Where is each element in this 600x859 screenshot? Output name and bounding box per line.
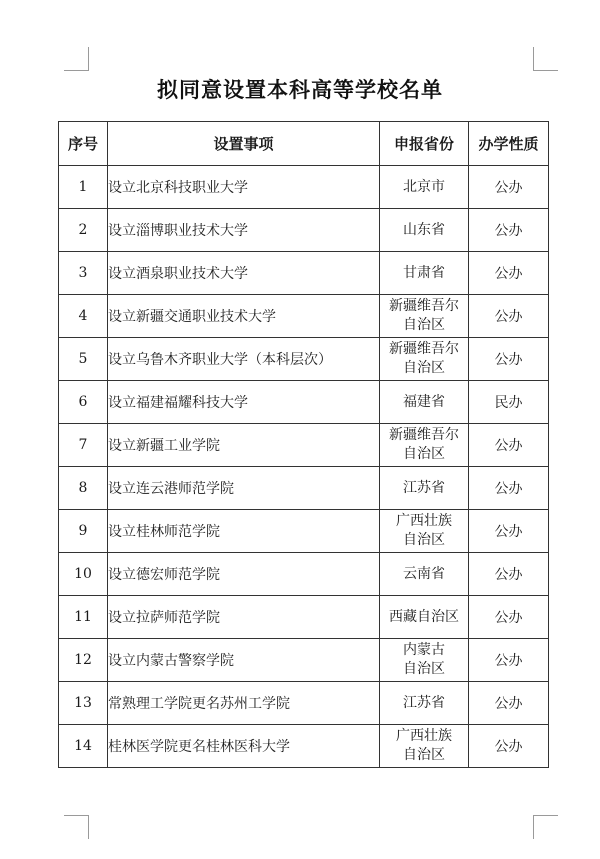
row-province (380, 510, 469, 553)
table-row (59, 424, 549, 467)
row-item: 设立内蒙古警察学院 (108, 639, 380, 682)
province-line: 江苏省 (403, 694, 445, 711)
row-nature: 民办 (469, 381, 549, 424)
province-line: 自治区 (403, 532, 445, 548)
province-line: 新疆维吾尔 (389, 427, 459, 443)
row-item: 设立拉萨师范学院 (108, 596, 380, 639)
province-line: 福建省 (403, 393, 445, 410)
table-row (59, 553, 549, 596)
province-line: 云南省 (403, 565, 445, 582)
crop-mark-bottom-left (64, 815, 89, 816)
table-row (59, 510, 549, 553)
province-line: 自治区 (403, 661, 445, 677)
row-item: 设立北京科技职业大学 (108, 166, 380, 209)
row-number: 7 (59, 424, 108, 467)
header-number: 序号 (59, 122, 108, 166)
row-number: 11 (59, 596, 108, 639)
row-province (380, 209, 469, 252)
row-nature: 公办 (469, 209, 549, 252)
row-province (380, 596, 469, 639)
row-nature: 公办 (469, 553, 549, 596)
row-number: 2 (59, 209, 108, 252)
header-item: 设置事项 (108, 122, 380, 166)
row-number: 1 (59, 166, 108, 209)
row-nature: 公办 (469, 682, 549, 725)
crop-mark-bottom-left (88, 815, 89, 839)
row-province (380, 467, 469, 510)
crop-mark-top-left (88, 47, 89, 71)
row-item: 设立新疆交通职业技术大学 (108, 295, 380, 338)
province-line: 山东省 (403, 221, 445, 238)
row-number: 13 (59, 682, 108, 725)
row-province (380, 166, 469, 209)
row-nature: 公办 (469, 596, 549, 639)
table-row (59, 338, 549, 381)
row-number: 6 (59, 381, 108, 424)
row-nature: 公办 (469, 295, 549, 338)
province-line: 西藏自治区 (389, 608, 459, 625)
row-number: 9 (59, 510, 108, 553)
row-province (380, 682, 469, 725)
row-number: 14 (59, 725, 108, 768)
table-header-row (59, 122, 549, 166)
table-row (59, 725, 549, 768)
crop-mark-top-right (533, 70, 558, 71)
crop-mark-top-left (64, 70, 89, 71)
crop-mark-bottom-right (533, 815, 534, 839)
document-title: 拟同意设置本科高等学校名单 (157, 78, 443, 102)
row-item: 设立淄博职业技术大学 (108, 209, 380, 252)
table-row (59, 639, 549, 682)
row-item: 设立德宏师范学院 (108, 553, 380, 596)
province-line: 北京市 (403, 178, 445, 195)
row-item: 设立桂林师范学院 (108, 510, 380, 553)
table-row (59, 209, 549, 252)
province-line: 内蒙古 (403, 642, 445, 658)
row-province (380, 424, 469, 467)
table-body (59, 166, 549, 768)
row-nature: 公办 (469, 338, 549, 381)
row-item: 设立连云港师范学院 (108, 467, 380, 510)
header-nature: 办学性质 (469, 122, 549, 166)
row-number: 5 (59, 338, 108, 381)
school-list-table (58, 121, 549, 768)
row-province (380, 639, 469, 682)
province-line: 新疆维吾尔 (389, 341, 459, 357)
province-line: 自治区 (403, 360, 445, 376)
table-row (59, 467, 549, 510)
row-number: 3 (59, 252, 108, 295)
province-line: 自治区 (403, 317, 445, 333)
row-province (380, 338, 469, 381)
row-item: 设立酒泉职业技术大学 (108, 252, 380, 295)
row-item: 设立新疆工业学院 (108, 424, 380, 467)
row-province (380, 553, 469, 596)
table-row (59, 596, 549, 639)
crop-mark-bottom-right (533, 815, 558, 816)
province-line: 新疆维吾尔 (389, 298, 459, 314)
province-line: 甘肃省 (403, 264, 445, 281)
header-province: 申报省份 (380, 122, 469, 166)
row-number: 4 (59, 295, 108, 338)
province-line: 广西壮族 (396, 513, 452, 529)
table-row (59, 682, 549, 725)
row-item: 设立乌鲁木齐职业大学（本科层次） (108, 338, 380, 381)
table-row (59, 295, 549, 338)
row-nature: 公办 (469, 510, 549, 553)
row-province (380, 295, 469, 338)
row-nature: 公办 (469, 424, 549, 467)
crop-mark-top-right (533, 47, 534, 71)
row-number: 8 (59, 467, 108, 510)
province-line: 自治区 (403, 446, 445, 462)
table-row (59, 381, 549, 424)
row-nature: 公办 (469, 725, 549, 768)
table-row (59, 252, 549, 295)
row-number: 12 (59, 639, 108, 682)
row-item: 桂林医学院更名桂林医科大学 (108, 725, 380, 768)
row-nature: 公办 (469, 639, 549, 682)
row-item: 常熟理工学院更名苏州工学院 (108, 682, 380, 725)
row-number: 10 (59, 553, 108, 596)
row-nature: 公办 (469, 467, 549, 510)
row-province (380, 725, 469, 768)
row-nature: 公办 (469, 166, 549, 209)
row-province (380, 381, 469, 424)
province-line: 自治区 (403, 747, 445, 763)
province-line: 江苏省 (403, 479, 445, 496)
province-line: 广西壮族 (396, 728, 452, 744)
row-province (380, 252, 469, 295)
row-item: 设立福建福耀科技大学 (108, 381, 380, 424)
table-row (59, 166, 549, 209)
row-nature: 公办 (469, 252, 549, 295)
